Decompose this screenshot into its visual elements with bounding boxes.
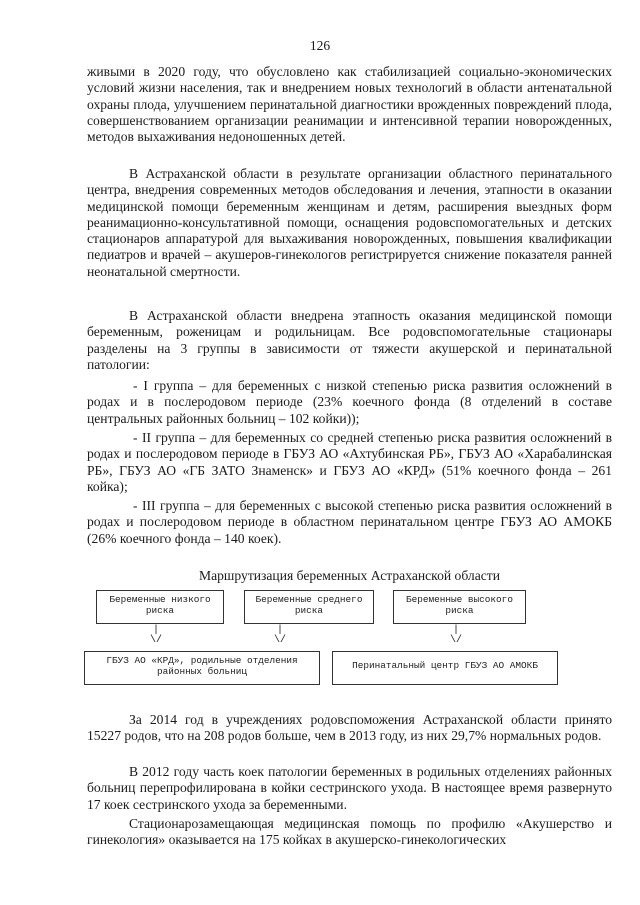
diagram-title: Маршрутизация беременных Астраханской области [199,568,500,583]
box-high-risk: Беременные высокого риска [393,590,526,624]
arrow-low-glyph: \/ [149,635,162,646]
paragraph-4: За 2014 год в учреждениях родовспоможения Астраханской области принято 15227 родов, что на 208 родов больше, чем в 2013 году, из них 29,7% нормальных родов. [87,712,612,744]
box-krd-district-hospitals: ГБУЗ АО «КРД», родильные отделения районных больниц [84,651,320,685]
paragraph-3: В Астраханской области внедрена этапность оказания медицинской помощи беременным, роженицам и родильницам. Все родовспомогательные стационары разделены на 3 группы в зависимости от тяжести акушерской и перинатальной патологии: [87,308,612,372]
arrow-medium-glyph: \/ [273,635,286,646]
paragraph-1: живыми в 2020 году, что обусловлено как стабилизацией социально-экономических условий жизни населения, так и внедрением новых технологий в области антенатальной охраны плода, улучшением перинатальной диагностики врожденных повреждений плода, совершенствованием организации реанимации и интенсивной терапии новорожденных, методов выхаживания недоношенных детей. [87,64,612,145]
paragraph-5: В 2012 году часть коек патологии беременных в родильных отделениях районных больниц перепрофилирована в койки сестринского ухода. В настоящее время развернуто 17 коек сестринского ухода за беременными. [87,764,612,812]
arrow-high-glyph: \/ [449,635,462,646]
arrow-low-icon: | \/ [149,625,162,646]
paragraph-2: В Астраханской области в результате организации областного перинатального центра, внедрения современных методов обследования и лечения, этапности в оказании медицинской помощи беременным женщинам и детям, расширения выездных форм реанимационно-консультативной помощи, оснащения родовспомогательных и детских стационаров аппаратурой для выхаживания новорожденных, повышения квалификации педиатров и врачей – акушеров-гинекологов регистрируется снижение показателя ранней неонатальной смертности. [87,166,612,279]
box-perinatal-center: Перинатальный центр ГБУЗ АО АМОКБ [332,651,558,685]
arrow-medium-icon: | \/ [273,625,286,646]
group-3-item: - III группа – для беременных с высокой степенью риска развития осложнений в родах и послеродовом периоде в областном перинатальном центре ГБУЗ АО АМОКБ (26% коечного фонда – 140 коек). [87,498,612,546]
group-1-item: - I группа – для беременных с низкой степенью риска развития осложнений в родах и в послеродовом периоде (23% коечного фонда (8 отделений в составе центральных районных больниц – 102 койки)); [87,378,612,426]
page-number: 126 [309,38,331,53]
box-medium-risk: Беременные среднего риска [244,590,374,624]
group-2-item: - II группа – для беременных со средней степенью риска развития осложнений в родах и послеродовом периоде в ГБУЗ АО «Ахтубинская РБ», ГБУЗ АО «Харабалинская РБ», ГБУЗ АО «ГБ ЗАТО Знаменск» и ГБУЗ АО «КРД» (51% коечного фонда – 261 койка); [87,430,612,494]
arrow-high-icon: | \/ [449,625,462,646]
paragraph-6: Стационарозамещающая медицинская помощь по профилю «Акушерство и гинекология» оказывается на 175 койках в акушерско-гинекологических [87,816,612,848]
box-low-risk: Беременные низкого риска [96,590,224,624]
